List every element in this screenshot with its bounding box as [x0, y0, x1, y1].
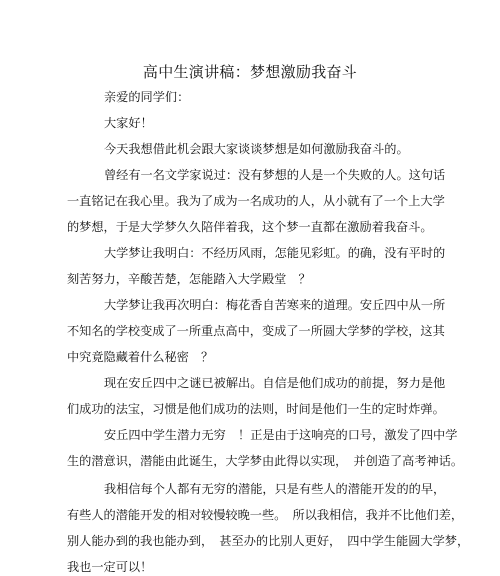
- paragraph-line: 曾经有一名文学家说过：没有梦想的人是一个失败的人。这句话: [104, 168, 446, 182]
- paragraph-line: 不知名的学校变成了一所重点高中，变成了一所圆大学梦的学校，这其: [67, 324, 445, 338]
- paragraph-line: 大学梦让我明白：不经历风雨，怎能见彩虹。的确，没有平时的: [104, 246, 446, 260]
- paragraph-line: 一直铭记在我心里。我为了成为一名成功的人，从小就有了一个上大学: [67, 194, 445, 208]
- paragraph-line: 刻苦努力，辛酸苦楚，怎能踏入大学殿堂 ？: [67, 272, 311, 286]
- salutation-line: 亲爱的同学们：: [104, 90, 190, 104]
- paragraph-line: 的梦想，于是大学梦久久陪伴着我，这个梦一直都在激励着我奋斗。: [67, 220, 433, 234]
- paragraph-line: 们成功的法宝，习惯是他们成功的法则，时间是他们一生的定时炸弹。: [67, 402, 445, 416]
- paragraph-line: 大学梦让我再次明白：梅花香自苦寒来的道理。安丘四中从一所: [104, 298, 446, 312]
- paragraph-line: 中究竟隐藏着什么秘密 ？: [67, 350, 214, 364]
- paragraph-line: 今天我想借此机会跟大家谈谈梦想是如何激励我奋斗的。: [104, 142, 409, 156]
- paragraph-line: 我也一定可以！: [67, 560, 153, 574]
- paragraph-line: 我相信每个人都有无穷的潜能，只是有些人的潜能开发的的早，: [104, 482, 446, 496]
- paragraph-line: 安丘四中学生潜力无穷 ！正是由于这响亮的口号，激发了四中学: [104, 428, 458, 442]
- paragraph-line: 现在安丘四中之谜已被解出。自信是他们成功的前提，努力是他: [104, 376, 446, 390]
- document-title: 高中生演讲稿：梦想激励我奋斗: [142, 63, 358, 81]
- greeting-line: 大家好！: [104, 116, 153, 130]
- paragraph-line: 生的潜意识，潜能由此诞生，大学梦由此得以实现， 并创造了高考神话。: [67, 454, 464, 468]
- paragraph-line: 有些人的潜能开发的相对较慢较晚一些。 所以我相信，我并不比他们差，: [67, 508, 464, 522]
- paragraph-line: 别人能办到的我也能办到， 甚至办的比别人更好， 四中学生能圆大学梦，: [67, 534, 470, 548]
